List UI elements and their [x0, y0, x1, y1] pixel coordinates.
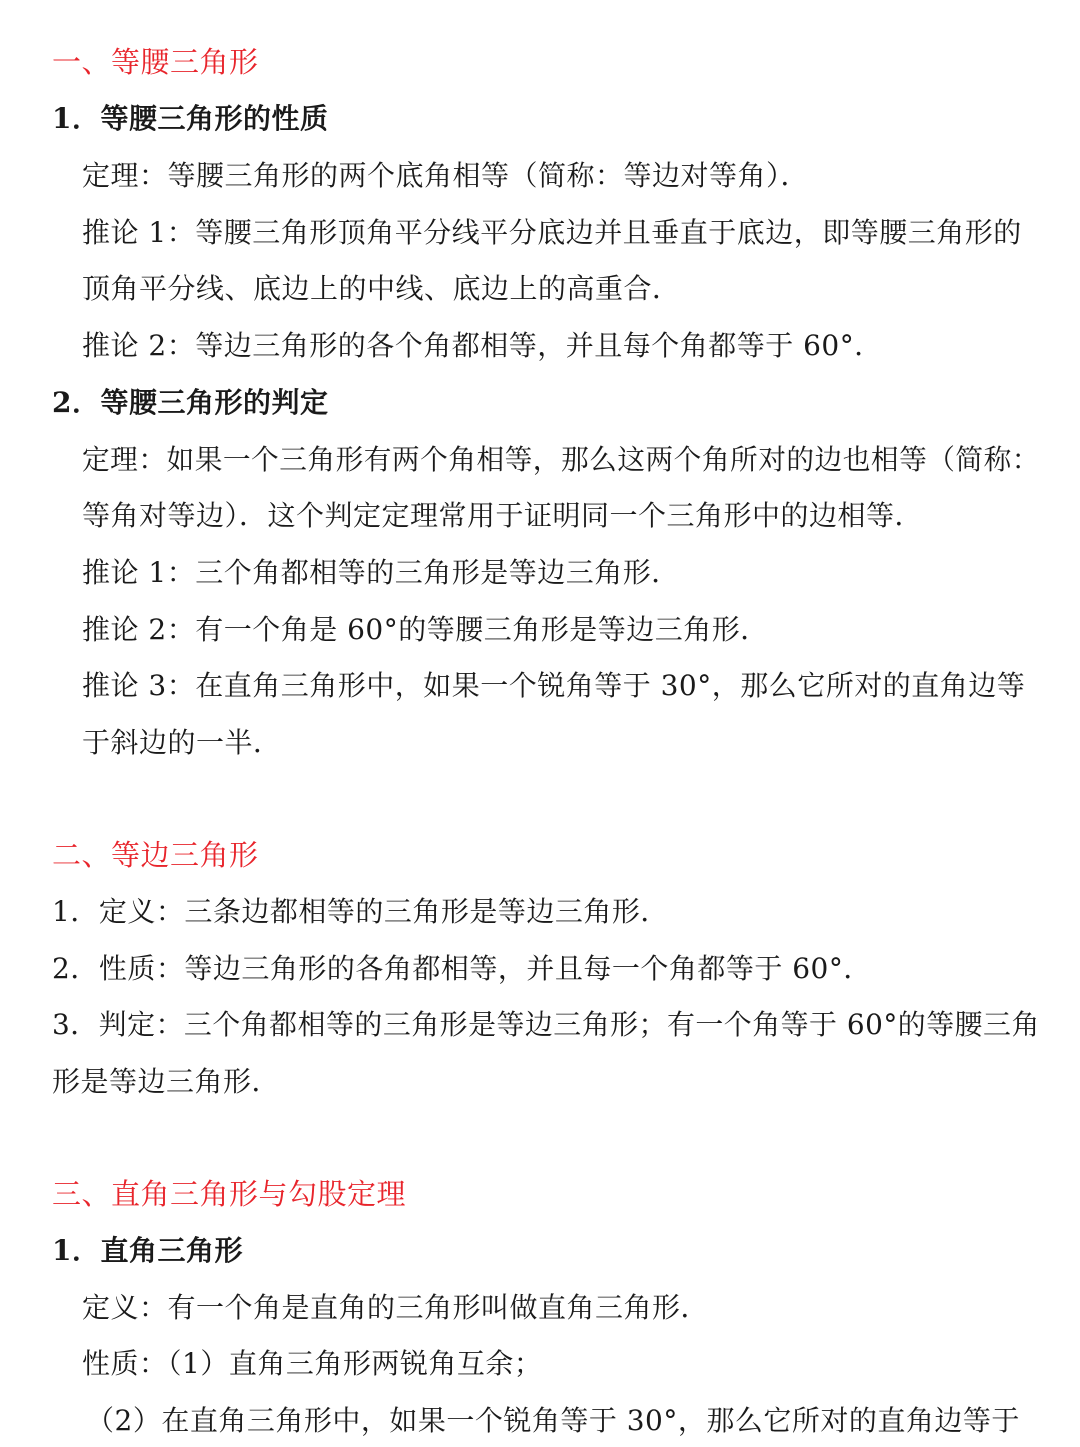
- right-triangle-definition: 定义：有一个角是直角的三角形叫做直角三角形．: [82, 1291, 710, 1324]
- equilateral-property: 2．性质：等边三角形的各角都相等，并且每一个角都等于 60°．: [52, 952, 872, 985]
- corollary1-line1: 推论 1：等腰三角形顶角平分线平分底边并且垂直于底边，即等腰三角形的: [82, 216, 1022, 249]
- equilateral-criteria-line2: 形是等边三角形．: [52, 1065, 281, 1098]
- section-title-isosceles: 一、等腰三角形: [52, 45, 259, 79]
- subsection-title-isosceles-properties: 1．等腰三角形的性质: [52, 102, 329, 135]
- equilateral-criteria-line1: 3．判定：三个角都相等的三角形是等边三角形；有一个角等于 60°的等腰三角: [52, 1008, 1040, 1041]
- subsection-title-right-triangle: 1．直角三角形: [52, 1234, 243, 1267]
- criteria-corollary1: 推论 1：三个角都相等的三角形是等边三角形．: [82, 556, 680, 589]
- right-triangle-property1: 性质：（1）直角三角形两锐角互余；: [82, 1347, 543, 1380]
- right-triangle-property2: （2）在直角三角形中，如果一个锐角等于 30°，那么它所对的直角边等于: [86, 1404, 1020, 1437]
- criteria-corollary2: 推论 2：有一个角是 60°的等腰三角形是等边三角形．: [82, 613, 769, 646]
- theorem-isosceles-base-angles: 定理：等腰三角形的两个底角相等（简称：等边对等角）．: [82, 159, 810, 192]
- subsection-title-isosceles-criteria: 2．等腰三角形的判定: [52, 386, 329, 419]
- criteria-corollary3-line2: 于斜边的一半．: [82, 726, 282, 759]
- corollary1-line2: 顶角平分线、底边上的中线、底边上的高重合．: [82, 272, 681, 305]
- corollary2-equilateral-angles: 推论 2：等边三角形的各个角都相等，并且每个角都等于 60°．: [82, 329, 883, 362]
- criteria-corollary3-line1: 推论 3：在直角三角形中，如果一个锐角等于 30°，那么它所对的直角边等: [82, 669, 1026, 702]
- section-title-equilateral: 二、等边三角形: [52, 838, 259, 872]
- section-title-right-triangle-pythagoras: 三、直角三角形与勾股定理: [52, 1177, 407, 1211]
- theorem-criteria-line2: 等角对等边）．这个判定定理常用于证明同一个三角形中的边相等．: [82, 499, 924, 532]
- theorem-criteria-line1: 定理：如果一个三角形有两个角相等，那么这两个角所对的边也相等（简称：: [82, 443, 1040, 476]
- equilateral-definition: 1．定义：三条边都相等的三角形是等边三角形．: [52, 895, 669, 928]
